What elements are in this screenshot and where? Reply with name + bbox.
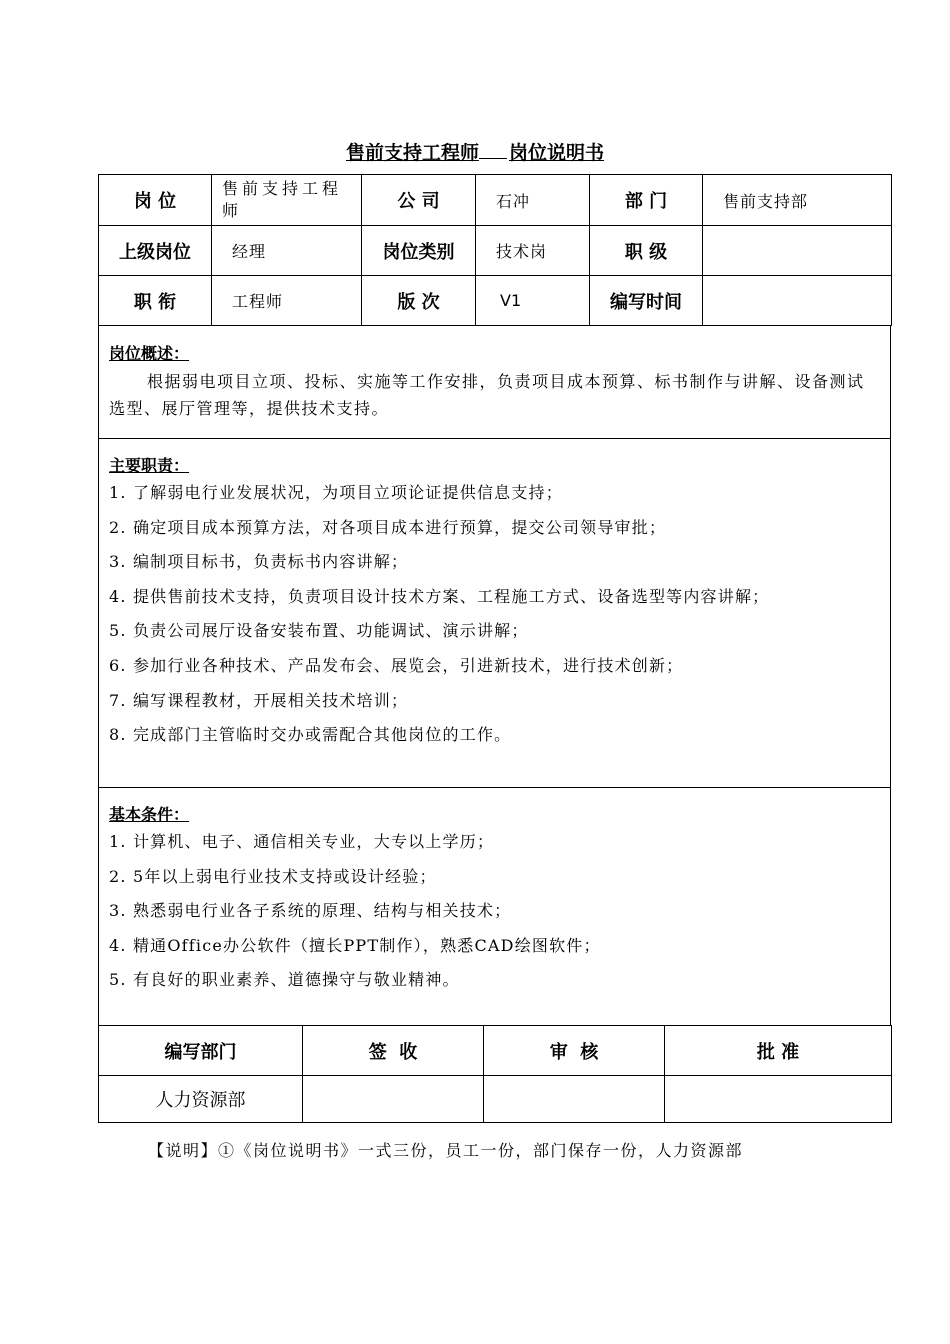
requirement-item: 4. 精通Office办公软件（擅长PPT制作），熟悉CAD绘图软件；: [109, 935, 601, 955]
duty-item: 7. 编写课程教材，开展相关技术培训；: [109, 690, 409, 710]
duty-item: 3. 编制项目标书，负责标书内容讲解；: [109, 552, 409, 572]
requirements-section: [98, 787, 891, 1026]
header-sign-receipt: 签 收: [303, 1026, 484, 1076]
title-doc-type: 岗位说明书: [509, 142, 605, 164]
header-row-1: [99, 175, 892, 226]
requirement-item: 5. 有良好的职业素养、道德操守与敬业精神。: [109, 970, 460, 990]
requirement-item: 1. 计算机、电子、通信相关专业，大专以上学历；: [109, 832, 495, 851]
value-title: 工程师: [212, 276, 362, 326]
label-category: 岗位类别: [362, 226, 476, 276]
value-department: 售前支持部: [703, 175, 892, 226]
header-info-table: [98, 174, 892, 326]
value-approve: [665, 1076, 892, 1123]
footnote: 【说明】①《岗位说明书》一式三份，员工一份，部门保存一份，人力资源部: [148, 1141, 744, 1160]
sign-header-row: [99, 1026, 892, 1076]
requirement-item: 3. 熟悉弱电行业各子系统的原理、结构与相关技术；: [109, 901, 512, 921]
overview-title: 岗位概述：: [109, 344, 190, 363]
label-department: 部 门: [590, 175, 703, 226]
title-underline-gap: [479, 157, 507, 159]
label-version: 版 次: [362, 276, 476, 326]
document-title: [0, 138, 950, 165]
value-sign-receipt: [303, 1076, 484, 1123]
title-position-name: 售前支持工程师: [345, 142, 479, 164]
sign-off-table: [98, 1025, 892, 1123]
duty-item: 8. 完成部门主管临时交办或需配合其他岗位的工作。: [109, 725, 512, 745]
value-position: 售前支持工程师: [212, 175, 362, 226]
duties-title: 主要职责：: [109, 456, 190, 475]
value-company: 石冲: [476, 175, 590, 226]
label-company: 公 司: [362, 175, 476, 226]
value-superior: 经理: [212, 226, 362, 276]
duty-item: 5. 负责公司展厅设备安装布置、功能调试、演示讲解；: [109, 621, 529, 641]
overview-text: 根据弱电项目立项、投标、实施等工作安排，负责项目成本预算、标书制作与讲解、设备测试选型、展厅管理等，提供技术支持。: [109, 372, 865, 418]
label-title: 职 衔: [99, 276, 212, 326]
duties-section: [98, 438, 891, 788]
sign-value-row: [99, 1076, 892, 1123]
duty-item: 6. 参加行业各种技术、产品发布会、展览会，引进新技术，进行技术创新；: [109, 655, 684, 675]
header-review: 审 核: [484, 1026, 665, 1076]
requirements-title: 基本条件：: [109, 805, 190, 824]
label-position: 岗 位: [99, 175, 212, 226]
duty-item: 1. 了解弱电行业发展状况，为项目立项论证提供信息支持；: [109, 483, 563, 502]
label-written-time: 编写时间: [590, 276, 703, 326]
label-superior: 上级岗位: [99, 226, 212, 276]
overview-section: [98, 326, 891, 439]
value-grade: [703, 226, 892, 276]
requirement-item: 2. 5年以上弱电行业技术支持或设计经验；: [109, 866, 437, 886]
value-writing-dept: 人力资源部: [99, 1076, 303, 1123]
header-writing-dept: 编写部门: [99, 1026, 303, 1076]
value-written-time: [703, 276, 892, 326]
value-category: 技术岗: [476, 226, 590, 276]
value-review: [484, 1076, 665, 1123]
duty-item: 4. 提供售前技术支持，负责项目设计技术方案、工程施工方式、设备选型等内容讲解；: [109, 586, 770, 606]
header-approve: 批 准: [665, 1026, 892, 1076]
duty-item: 2. 确定项目成本预算方法，对各项目成本进行预算，提交公司领导审批；: [109, 517, 667, 537]
header-row-2: [99, 226, 892, 276]
header-row-3: [99, 276, 892, 326]
value-version: V1: [476, 276, 590, 326]
label-grade: 职 级: [590, 226, 703, 276]
